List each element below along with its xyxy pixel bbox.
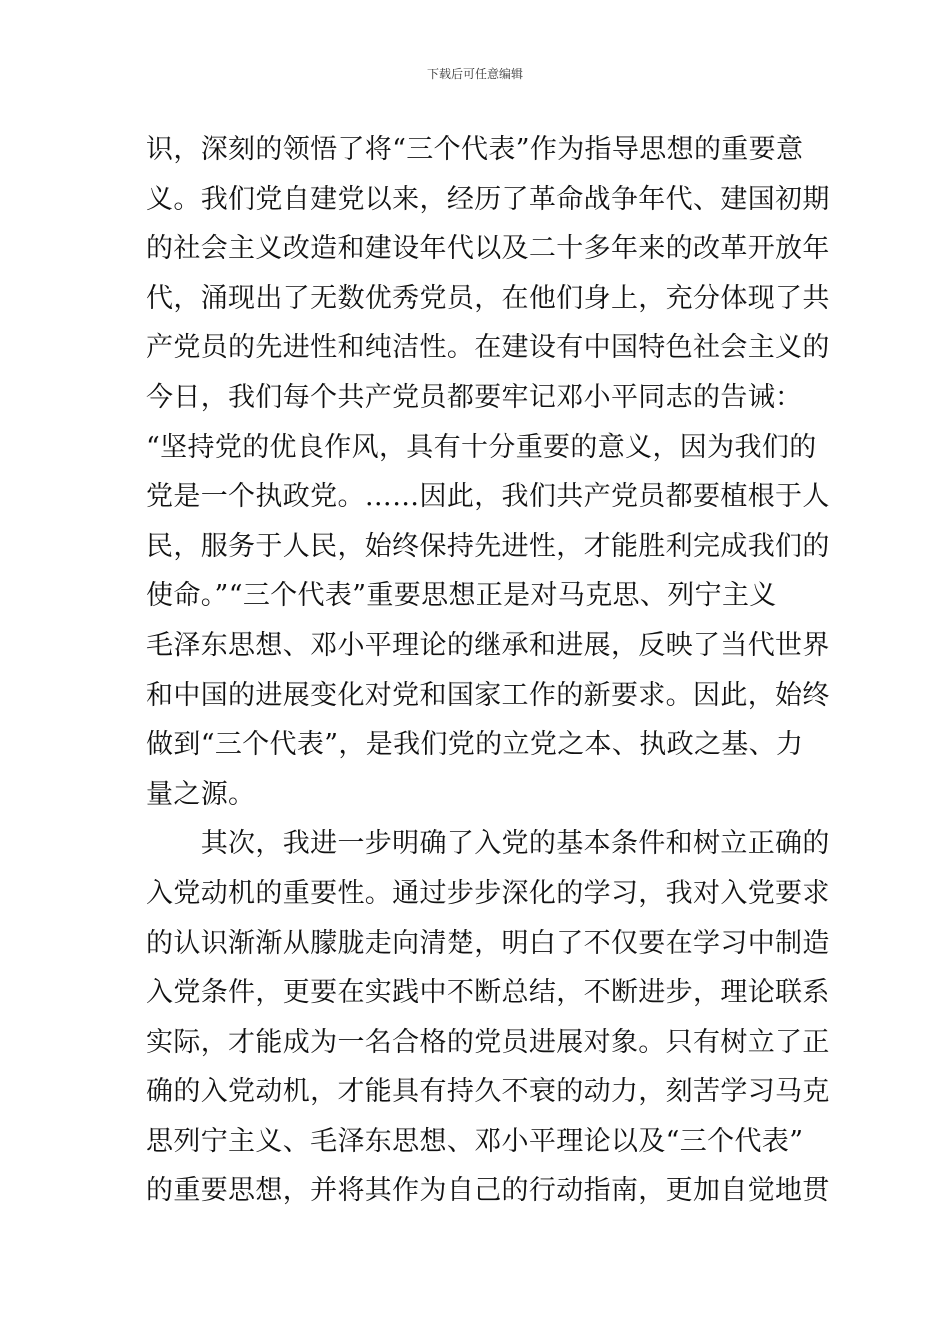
text-line: 量之源。 xyxy=(146,778,256,810)
text-line: 入党条件，更要在实践中不断总结，不断进步，理论联系 xyxy=(146,977,830,1009)
text-line: 民，服务于人民，始终保持先进性，才能胜利完成我们的 xyxy=(146,530,830,562)
text-line: 和中国的进展变化对党和国家工作的新要求。因此，始终 xyxy=(146,679,830,711)
text-line: 其次，我进一步明确了入党的基本条件和树立正确的 xyxy=(146,828,830,860)
text-line: “坚持党的优良作风，具有十分重要的意义，因为我们的 xyxy=(146,431,817,463)
text-line: 识，深刻的领悟了将“三个代表”作为指导思想的重要意 xyxy=(146,134,804,165)
text-line: 的认识渐渐从朦胧走向清楚，明白了不仅要在学习中制造 xyxy=(146,927,830,959)
text-line: 产党员的先进性和纯洁性。在建设有中国特色社会主义的 xyxy=(146,332,830,364)
text-line: 的重要思想，并将其作为自己的行动指南，更加自觉地贯 xyxy=(146,1175,830,1207)
text-line: 入党动机的重要性。通过步步深化的学习，我对入党要求 xyxy=(146,877,830,909)
text-line: 今日，我们每个共产党员都要牢记邓小平同志的告诫： xyxy=(146,381,803,413)
text-line: 使命。”“三个代表”重要思想正是对马克思、列宁主义 xyxy=(146,580,777,612)
text-line: 确的入党动机，才能具有持久不衰的动力，刻苦学习马克 xyxy=(146,1076,830,1108)
text-line: 毛泽东思想、邓小平理论的继承和进展，反映了当代世界 xyxy=(146,629,830,661)
text-line: 做到“三个代表”，是我们党的立党之本、执政之基、力 xyxy=(146,729,804,761)
text-line: 的社会主义改造和建设年代以及二十多年来的改革开放年 xyxy=(146,233,830,265)
text-line: 思列宁主义、毛泽东思想、邓小平理论以及“三个代表” xyxy=(146,1125,804,1157)
text-line: 代，涌现出了无数优秀党员，在他们身上，充分体现了共 xyxy=(146,282,830,314)
text-line: 实际，才能成为一名合格的党员进展对象。只有树立了正 xyxy=(146,1026,830,1058)
page-header: 下载后可任意编辑 xyxy=(426,67,523,81)
document-body xyxy=(146,125,830,1216)
text-line: 义。我们党自建党以来，经历了革命战争年代、建国初期 xyxy=(146,183,830,215)
text-line: 党是一个执政党。……因此，我们共产党员都要植根于人 xyxy=(146,481,830,513)
